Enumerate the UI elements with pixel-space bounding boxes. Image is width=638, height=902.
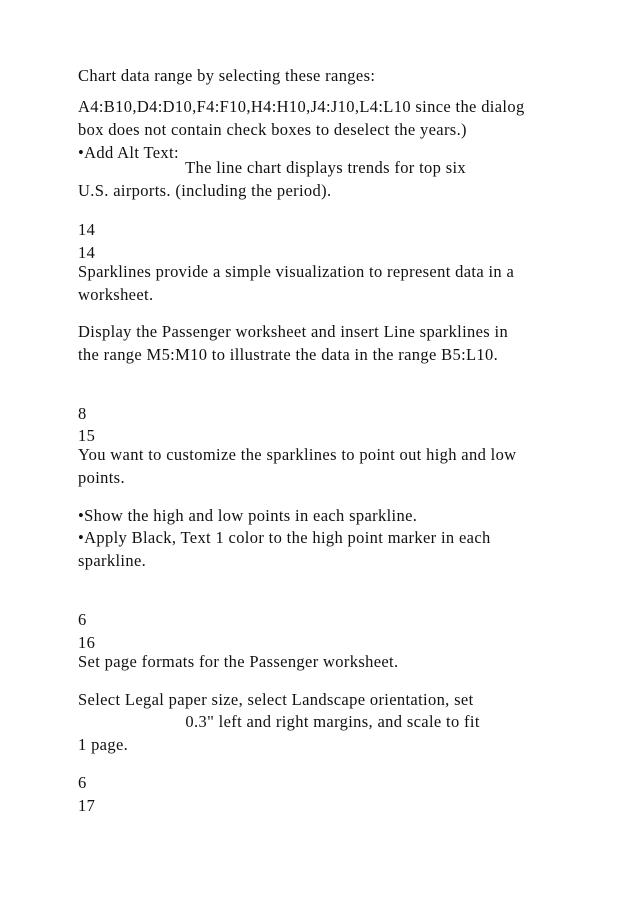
- text-line: •Show the high and low points in each sparkline.: [78, 506, 418, 525]
- text-line: 1 page.: [78, 735, 129, 754]
- text-line: 0.3" left and right margins, and scale to fit: [78, 712, 480, 731]
- text-line: Set page formats for the Passenger worksheet.: [78, 652, 399, 671]
- text-line: points.: [78, 468, 125, 487]
- text-line: You want to customize the sparklines to point out high and low: [78, 445, 517, 464]
- text-line: 14: [78, 243, 96, 262]
- text-line: 6: [78, 610, 87, 629]
- text-line: box does not contain check boxes to deselect the years.): [78, 120, 467, 139]
- text-line: sparkline.: [78, 551, 147, 570]
- text-line: •Apply Black, Text 1 color to the high point marker in each: [78, 528, 491, 547]
- text-line: worksheet.: [78, 285, 154, 304]
- text-line: Display the Passenger worksheet and insert Line sparklines in: [78, 322, 509, 341]
- text-line: The line chart displays trends for top six: [78, 158, 467, 177]
- text-line: 8: [78, 404, 87, 423]
- text-line: U.S. airports. (including the period).: [78, 181, 332, 200]
- text-line: 15: [78, 426, 96, 445]
- text-line: A4:B10,D4:D10,F4:F10,H4:H10,J4:J10,L4:L10 since the dialog: [78, 97, 525, 116]
- text-line: 16: [78, 633, 96, 652]
- text-line: Sparklines provide a simple visualization to represent data in a: [78, 262, 515, 281]
- text-line: 17: [78, 796, 96, 815]
- text-line: 6: [78, 773, 87, 792]
- text-line: Select Legal paper size, select Landscape orientation, set: [78, 690, 474, 709]
- text-line: Chart data range by selecting these ranges:: [78, 66, 376, 85]
- text-line: •Add Alt Text:: [78, 143, 179, 162]
- text-line: the range M5:M10 to illustrate the data in the range B5:L10.: [78, 345, 499, 364]
- text-line: 14: [78, 220, 96, 239]
